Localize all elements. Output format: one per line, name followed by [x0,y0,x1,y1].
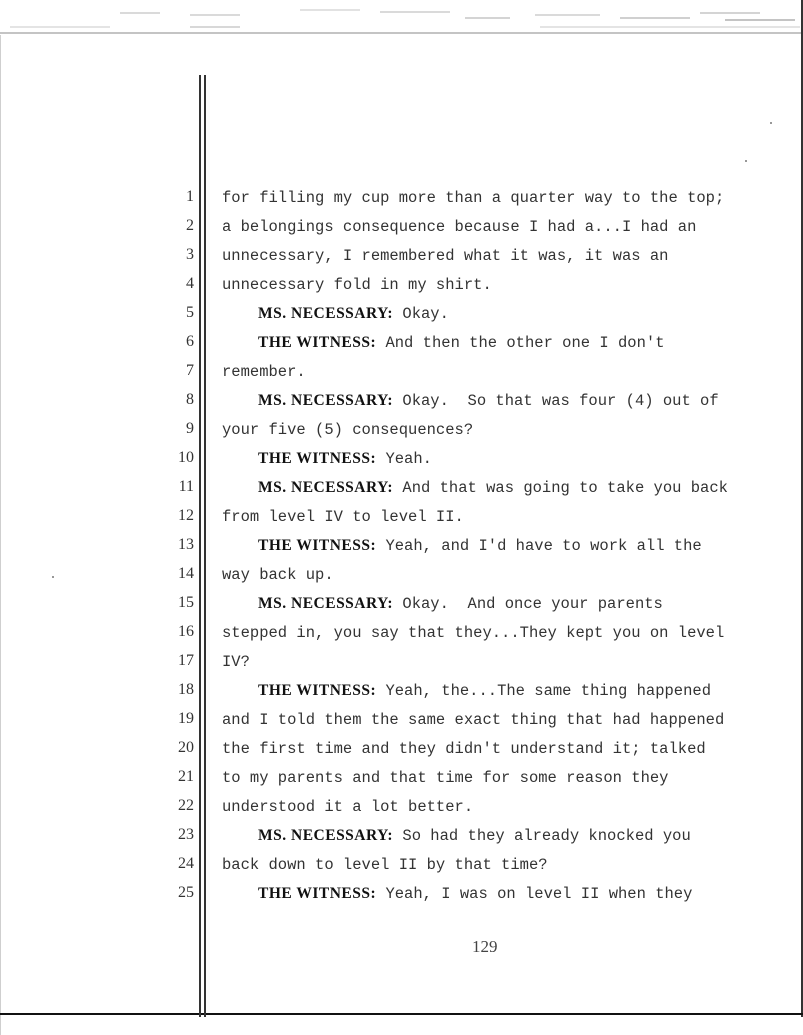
testimony-text: And that was going to take you back [402,479,728,497]
transcript-line [0,275,803,304]
line-text [222,768,790,788]
line-text [222,246,790,266]
line-text [222,565,790,585]
speaker-label: THE WITNESS: [258,885,377,902]
line-text [258,681,790,701]
testimony-text: understood it a lot better. [222,798,474,816]
testimony-text: remember. [222,363,306,381]
line-text [222,710,790,730]
testimony-text: Yeah. [385,450,432,468]
testimony-text: and I told them the same exact thing that had happened [222,711,725,729]
speaker-label: THE WITNESS: [258,450,377,467]
line-number: 8 [186,391,194,408]
transcript-line [0,333,803,362]
transcript-line [0,507,803,536]
transcript-line [0,246,803,275]
testimony-text: IV? [222,653,250,671]
speaker-label: THE WITNESS: [258,682,377,699]
line-number: 20 [178,739,194,756]
speaker-label: MS. NECESSARY: [258,827,394,844]
line-number: 15 [178,594,194,611]
line-text [258,391,790,411]
transcript-line [0,391,803,420]
transcript-line [0,826,803,855]
testimony-text: Yeah, I was on level II when they [385,885,693,903]
transcript-line [0,652,803,681]
transcript-line [0,420,803,449]
speaker-label: MS. NECESSARY: [258,305,394,322]
line-number: 9 [186,420,194,437]
speaker-label: THE WITNESS: [258,334,377,351]
line-number: 6 [186,333,194,350]
testimony-text: And then the other one I don't [385,334,665,352]
testimony-text: for filling my cup more than a quarter way to the top; [222,189,725,207]
line-text [222,420,790,440]
testimony-text: back down to level II by that time? [222,856,548,874]
line-number: 16 [178,623,194,640]
testimony-text: the first time and they didn't understand it; talked [222,740,706,758]
testimony-text: unnecessary, I remembered what it was, it was an [222,247,669,265]
line-number: 2 [186,217,194,234]
line-text [258,826,790,846]
line-text [258,478,790,498]
line-number: 14 [178,565,194,582]
line-number: 3 [186,246,194,263]
speaker-label: MS. NECESSARY: [258,392,394,409]
transcript-line [0,768,803,797]
transcript-line [0,884,803,913]
transcript-line [0,681,803,710]
speaker-label: MS. NECESSARY: [258,479,394,496]
line-text [222,797,790,817]
transcript-line [0,565,803,594]
line-text [222,652,790,672]
testimony-text: Yeah, and I'd have to work all the [385,537,702,555]
line-number: 11 [178,478,194,495]
line-number: 7 [186,362,194,379]
line-text [258,449,790,469]
page-edge-bottom [0,1013,803,1015]
line-number: 10 [178,449,194,466]
line-text [222,507,790,527]
line-number: 17 [178,652,194,669]
speaker-label: THE WITNESS: [258,537,377,554]
testimony-text: your five (5) consequences? [222,421,474,439]
line-number: 5 [186,304,194,321]
line-number: 4 [186,275,194,292]
transcript-line [0,710,803,739]
line-text [258,536,790,556]
transcript-line [0,217,803,246]
line-number: 21 [178,768,194,785]
line-number: 12 [178,507,194,524]
line-number: 18 [178,681,194,698]
transcript-line [0,536,803,565]
transcript-line [0,739,803,768]
transcript-line [0,449,803,478]
testimony-text: Okay. So that was four (4) out of [402,392,719,410]
line-text [222,739,790,759]
line-text [222,362,790,382]
testimony-text: a belongings consequence because I had a...I had an [222,218,697,236]
testimony-text: Okay. [402,305,449,323]
line-text [222,217,790,237]
line-text [258,304,790,324]
testimony-text: way back up. [222,566,334,584]
testimony-text: from level IV to level II. [222,508,464,526]
line-number: 24 [178,855,194,872]
testimony-text: Yeah, the...The same thing happened [385,682,712,700]
speaker-label: MS. NECESSARY: [258,595,394,612]
line-number: 19 [178,710,194,727]
scan-speck [745,160,747,162]
scan-speck [770,122,772,124]
line-number: 22 [178,797,194,814]
transcript-line [0,855,803,884]
line-text [222,623,790,643]
transcript-line [0,188,803,217]
transcript-line [0,478,803,507]
line-text [222,188,790,208]
page-number: 129 [472,937,498,956]
transcript-line [0,304,803,333]
line-text [258,333,790,353]
testimony-text: to my parents and that time for some reason they [222,769,669,787]
line-text [222,275,790,295]
testimony-text: Okay. And once your parents [402,595,663,613]
line-text [258,594,790,614]
line-number: 1 [186,188,194,205]
line-number: 23 [178,826,194,843]
transcript-line [0,797,803,826]
scan-artifact-header [0,0,803,48]
testimony-text: stepped in, you say that they...They kept you on level [222,624,725,642]
line-text [222,855,790,875]
testimony-text: So had they already knocked you [402,827,691,845]
line-number: 25 [178,884,194,901]
testimony-text: unnecessary fold in my shirt. [222,276,492,294]
line-text [258,884,790,904]
line-number: 13 [178,536,194,553]
transcript-line [0,623,803,652]
transcript-line [0,594,803,623]
transcript-line [0,362,803,391]
